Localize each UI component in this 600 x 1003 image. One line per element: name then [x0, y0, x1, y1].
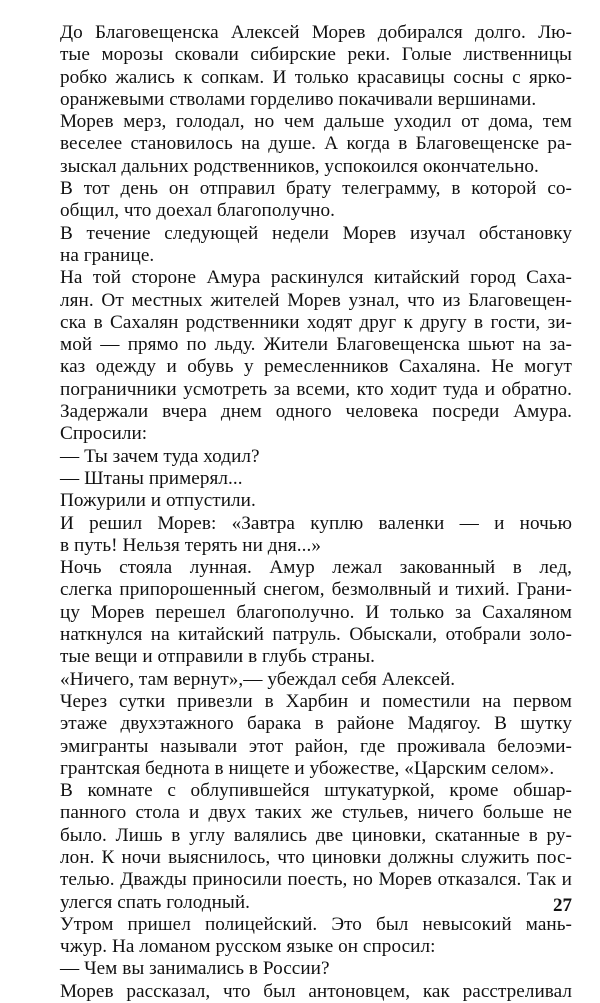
text-line: На той стороне Амура раскинулся китайский город Саха-	[60, 267, 572, 289]
text-line: веселее становилось на душе. А когда в Благовещенске ра-	[60, 133, 572, 155]
text-line: пограничники усмотреть за всеми, кто ходит туда и обратно.	[60, 378, 572, 400]
text-line: чжур. На ломаном русском языке он спросил:	[60, 936, 436, 958]
text-line: В комнате с облупившейся штукатуркой, кроме обшар-	[60, 780, 572, 802]
text-line: в путь! Нельзя терять ни дня...»	[60, 534, 321, 556]
text-line: было. Лишь в углу валялись две циновки, скатанные в ру-	[60, 824, 572, 846]
text-line: И решил Морев: «Завтра куплю валенки — и ночью	[60, 512, 572, 534]
text-line: эмигранты называли этот район, где проживала белоэми-	[60, 735, 572, 757]
text-line: В тот день он отправил брату телеграмму, в которой со-	[60, 178, 572, 200]
text-line: телью. Дважды приносили поесть, но Морев отказался. Так и	[60, 869, 572, 891]
text-line: Ночь стояла лунная. Амур лежал закованный в лед,	[60, 557, 572, 579]
page-number: 27	[553, 895, 572, 916]
text-line: зыскал дальних родственников, успокоился окончательно.	[60, 155, 539, 177]
text-line: Морев рассказал, что был антоновцем, как расстреливал	[60, 980, 572, 1002]
text-line: Пожурили и отпустили.	[60, 490, 256, 512]
text-line: наткнулся на китайский патруль. Обыскали, отобрали золо-	[60, 624, 572, 646]
text-line: слегка припорошенный снегом, безмолвный и тихий. Грани-	[60, 579, 572, 601]
text-line: цу Морев перешел благополучно. И только за Сахаляном	[60, 601, 572, 623]
text-line: лян. От местных жителей Морев узнал, что из Благовещен-	[60, 289, 572, 311]
text-line: грантская беднота в нищете и убожестве, «Царским селом».	[60, 757, 555, 779]
text-line: ска в Сахалян родственники ходят друг к другу в гости, зи-	[60, 311, 572, 333]
text-line: — Чем вы занимались в России?	[60, 958, 330, 980]
text-line: Через сутки привезли в Харбин и поместили на первом	[60, 690, 572, 712]
text-line: оранжевыми стволами горделиво покачивали вершинами.	[60, 88, 537, 110]
text-line: До Благовещенска Алексей Морев добирался долго. Лю-	[60, 22, 572, 43]
text-line: на границе.	[60, 244, 155, 266]
page-text	[60, 22, 572, 1003]
text-line: В течение следующей недели Морев изучал обстановку	[60, 222, 572, 244]
text-line: Морев мерз, голодал, но чем дальше уходил от дома, тем	[60, 111, 572, 133]
text-line: «Ничего, там вернут»,— убеждал себя Алексей.	[60, 668, 456, 690]
text-line: тые вещи и отправили в глубь страны.	[60, 646, 376, 668]
text-line: — Ты зачем туда ходил?	[60, 445, 260, 467]
text-line: панного стола и двух таких же стульев, ничего больше не	[60, 802, 572, 824]
text-line: этаже двухэтажного барака в районе Мадягоу. В шутку	[60, 713, 572, 735]
text-line: мой — прямо по льду. Жители Благовещенска шьют на за-	[60, 334, 572, 356]
text-line: улегся спать голодный.	[60, 891, 251, 913]
text-line: тые морозы сковали сибирские реки. Голые лиственницы	[60, 44, 572, 66]
text-line: каз одежду и обувь у ремесленников Сахаляна. Не могут	[60, 356, 572, 378]
text-line: общил, что доехал благополучно.	[60, 200, 335, 222]
text-line: Утром пришел полицейский. Это был невысокий мань-	[60, 913, 572, 935]
text-line: Задержали вчера днем одного человека посреди Амура.	[60, 401, 572, 423]
text-line: робко жались к сопкам. И только красавицы сосны с ярко-	[60, 66, 572, 88]
text-line: лон. К ночи выяснилось, что циновки должны служить пос-	[60, 846, 572, 868]
text-line: — Штаны примерял...	[60, 467, 243, 489]
text-line: Спросили:	[60, 423, 148, 445]
